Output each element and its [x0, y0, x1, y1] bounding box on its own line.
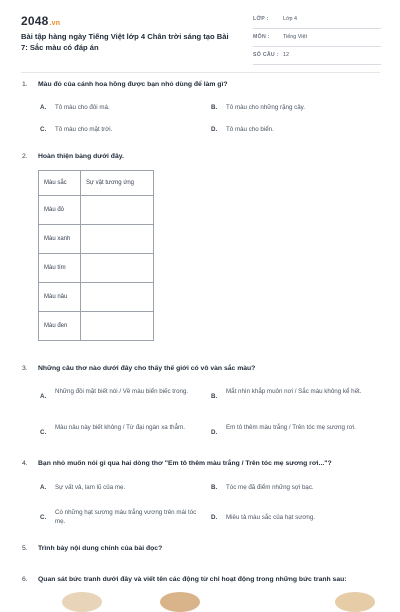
option-letter: D.: [211, 126, 218, 133]
question-3-title: [22, 365, 255, 372]
meta-label: LỚP :: [253, 16, 269, 22]
question-2-title: [22, 153, 124, 160]
option-text: Em tô thêm màu trắng / Trên tóc mẹ sương rơi.: [226, 424, 356, 431]
question-5-title: [22, 545, 162, 552]
option-letter: B.: [211, 104, 218, 111]
table-cell-color: Màu nâu: [39, 283, 81, 312]
table-row: [39, 312, 154, 341]
site-logo[interactable]: [21, 14, 60, 28]
option-text: Tóc mẹ đã điểm những sợi bạc.: [226, 484, 314, 491]
logo-suffix: .vn: [49, 20, 61, 27]
question-6-title: [22, 576, 347, 583]
meta-row-subject: [253, 31, 381, 47]
option-text: Tô màu cho mặt trời.: [55, 126, 113, 133]
question-number: 5.: [22, 545, 28, 552]
meta-row-class: [253, 13, 381, 29]
table-cell-answer[interactable]: [81, 225, 154, 254]
meta-label: SỐ CÂU :: [253, 52, 279, 58]
question-text: Trình bày nội dung chính của bài đọc?: [38, 545, 163, 552]
question-text: Hoàn thiện bảng dưới đây.: [38, 153, 124, 160]
question-text: Quan sát bức tranh dưới đây và viết tên các động từ chỉ hoạt động trong những bức tranh sau:: [38, 576, 347, 583]
option-letter: A.: [40, 104, 47, 111]
meta-row-count: [253, 49, 381, 65]
logo-text: 2048: [21, 14, 49, 28]
table-cell-color: Màu xanh: [39, 225, 81, 254]
table-cell-color: Màu tím: [39, 254, 81, 283]
option-text: Sự vất vả, lam lũ của mẹ.: [55, 484, 126, 491]
question-4-title: [22, 460, 332, 467]
table-cell-color: Màu đỏ: [39, 196, 81, 225]
header-divider: [21, 72, 380, 73]
table-cell-answer[interactable]: [81, 283, 154, 312]
option-letter: C.: [40, 514, 47, 521]
illustration-thumbnail: [335, 592, 375, 612]
option-letter: A.: [40, 393, 47, 400]
question-number: 1.: [22, 81, 28, 88]
option-text: Những đồi mặt biết nói / Về màu biển biếc trong.: [55, 388, 189, 395]
option-text: Màu nâu này biết không / Từ đại ngàn xa thẳm.: [55, 424, 185, 431]
option-letter: C.: [40, 126, 47, 133]
question-text: Những câu thơ nào dưới đây cho thấy thế giới có vô vàn sắc màu?: [38, 365, 256, 372]
meta-value: Lớp 4: [283, 16, 298, 22]
option-letter: A.: [40, 484, 47, 491]
table-row: [39, 196, 154, 225]
question-1-title: [22, 81, 228, 88]
option-text: Tô màu cho đôi má.: [55, 104, 110, 111]
question-number: 4.: [22, 460, 28, 467]
option-letter: D.: [211, 514, 218, 521]
table-row: [39, 283, 154, 312]
table-header: Màu sắc: [39, 171, 81, 196]
option-text: Có những hạt sương màu trắng vương trên mái tóc mẹ.: [55, 509, 197, 525]
option-text: Tô màu cho những rặng cây.: [226, 104, 306, 111]
option-text: Mắt nhìn khắp muôn nơi / Sắc màu không kể hết.: [226, 388, 362, 395]
meta-info: [253, 13, 381, 67]
question-text: Bạn nhỏ muốn nói gì qua hai dòng thơ "Em tô thêm màu trắng / Trên tóc mẹ sương rơi..."?: [38, 460, 332, 467]
table-row: [39, 225, 154, 254]
illustration-thumbnail: [62, 592, 102, 612]
option-letter: C.: [40, 429, 47, 436]
table-cell-answer[interactable]: [81, 312, 154, 341]
option-text: Miêu tả màu sắc của hạt sương.: [226, 514, 316, 521]
table-row: [39, 254, 154, 283]
option-text: Tô màu cho biển.: [226, 126, 274, 133]
color-table: [38, 170, 154, 341]
page-title: Bài tập hàng ngày Tiếng Việt lớp 4 Chân trời sáng tạo Bài 7: Sắc màu có đáp án: [21, 32, 229, 52]
table-header-row: [39, 171, 154, 196]
meta-label: MÔN :: [253, 34, 270, 40]
illustration-thumbnail: [160, 592, 200, 612]
question-number: 3.: [22, 365, 28, 372]
option-letter: B.: [211, 484, 218, 491]
question-number: 6.: [22, 576, 28, 583]
question-text: Màu đỏ của cánh hoa hồng được bạn nhỏ dùng để làm gì?: [38, 81, 228, 88]
table-cell-answer[interactable]: [81, 254, 154, 283]
option-letter: B.: [211, 393, 218, 400]
header: [0, 0, 400, 72]
table-cell-answer[interactable]: [81, 196, 154, 225]
meta-value: 12: [283, 52, 289, 58]
table-cell-color: Màu đen: [39, 312, 81, 341]
meta-value: Tiếng Việt: [283, 34, 307, 40]
table-header: Sự vật tương ứng: [81, 171, 154, 196]
question-number: 2.: [22, 153, 28, 160]
option-letter: D.: [211, 429, 218, 436]
